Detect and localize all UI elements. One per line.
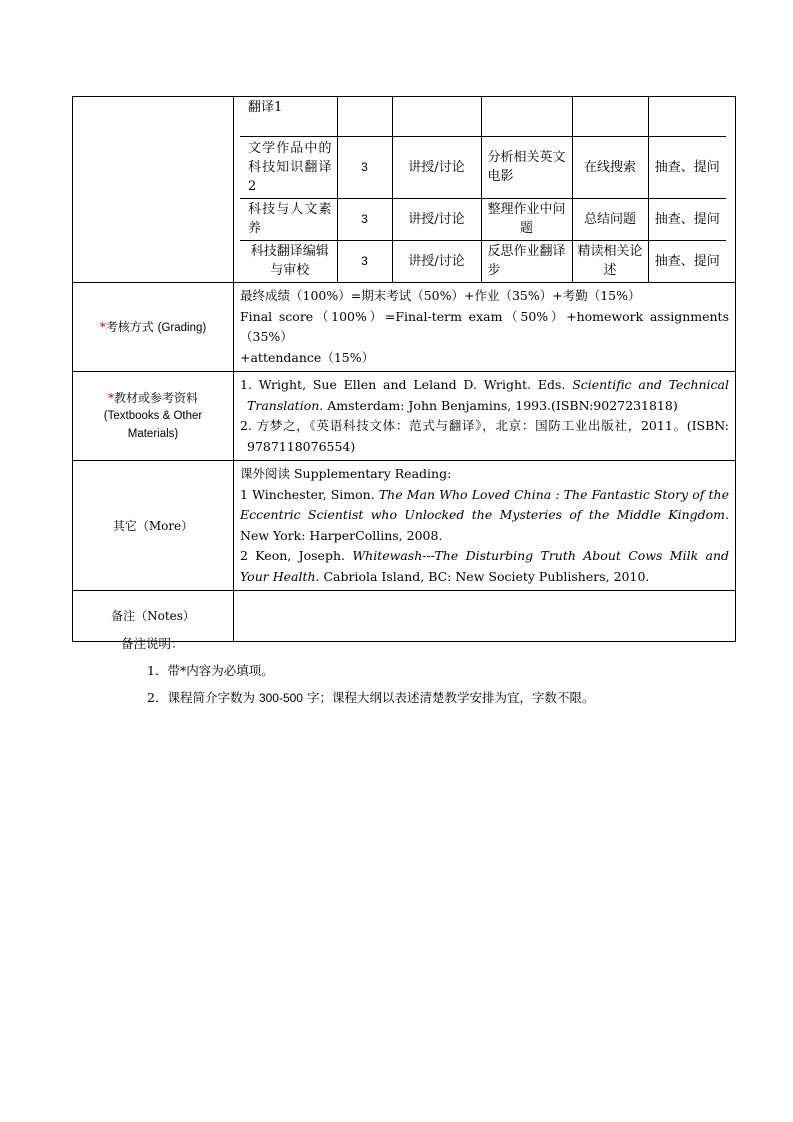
footnote-2-text-post: 字；课程大纲以表述清楚教学安排为宜，字数不限。 xyxy=(302,690,595,705)
self-study-cell: 总结问题 xyxy=(572,198,648,240)
hours-cell: 3 xyxy=(337,198,392,240)
footnote-item-2 xyxy=(121,684,594,712)
footnote-2-range: 300-500 xyxy=(258,691,303,705)
schedule-cell xyxy=(234,97,736,283)
supp-ref-1-publisher: . New York: HarperCollins, 2008. xyxy=(240,507,729,543)
schedule-row-2 xyxy=(240,136,726,198)
schedule-row-4 xyxy=(240,240,726,282)
schedule-row-3 xyxy=(240,198,726,240)
course-syllabus-table xyxy=(72,96,736,642)
grading-label xyxy=(73,283,234,372)
footnotes-title: 备注说明： xyxy=(121,636,184,651)
schedule-label-cell xyxy=(73,97,234,283)
grading-label-cn: 考核方式 xyxy=(105,319,154,334)
supp-ref-2-publisher: . Cabriola Island, BC: New Society Publishers, 2010. xyxy=(315,568,650,584)
materials-content xyxy=(234,372,736,461)
hours-cell xyxy=(337,97,392,136)
homework-cell: 整理作业中问题 xyxy=(481,198,572,240)
topic-cell: 科技翻译编辑与审校 xyxy=(250,244,329,279)
footnote-2-text-pre: 课程简介字数为 xyxy=(167,690,259,705)
notes-label: 备注（Notes） xyxy=(73,591,234,642)
homework-cell: 反思作业翻译步 xyxy=(481,240,572,282)
method-cell: 讲授/讨论 xyxy=(392,240,481,282)
reference-2: 2. 方梦之，《英语科技文体：范式与翻译》，北京：国防工业出版社，2011。(ISBN: 9787118076554) xyxy=(240,418,729,454)
reference-1 xyxy=(240,375,729,416)
supp-ref-1-author: 1 Winchester, Simon. xyxy=(240,486,379,502)
grading-row xyxy=(73,283,736,372)
topic-cell: 科技与人文素养 xyxy=(240,198,337,240)
more-row xyxy=(73,461,736,591)
assessment-cell: 抽查、提问 xyxy=(648,198,726,240)
schedule-subtable xyxy=(240,97,726,282)
footnote-1-text: 带*内容为必填项。 xyxy=(167,663,274,678)
materials-label xyxy=(73,372,234,461)
required-star: * xyxy=(107,391,114,405)
self-study-cell xyxy=(572,97,648,136)
grading-label-en: (Grading) xyxy=(157,321,207,334)
schedule-row xyxy=(73,97,736,283)
grading-line-cn: 最终成绩（100%）=期末考试（50%）+作业（35%）+考勤（15%） xyxy=(240,288,641,303)
footnote-2-number: 2． xyxy=(147,690,168,705)
supplementary-reference-1 xyxy=(240,485,729,547)
assessment-cell: 抽查、提问 xyxy=(648,240,726,282)
more-content xyxy=(234,461,736,591)
reference-1-title: Scientific and Technical Translation xyxy=(247,377,729,413)
grading-line-en-cont: +attendance（15%） xyxy=(240,349,375,365)
footnotes xyxy=(121,630,594,712)
supplementary-reference-2 xyxy=(240,546,729,587)
topic-cell: 翻译1 xyxy=(240,97,337,136)
hours-cell: 3 xyxy=(337,240,392,282)
supplementary-heading: 课外阅读 Supplementary Reading: xyxy=(240,466,452,481)
materials-label-en-1: (Textbooks & Other xyxy=(103,410,203,422)
assessment-cell: 抽查、提问 xyxy=(648,136,726,198)
materials-label-cn: 教材或参考资料 xyxy=(113,391,198,405)
grading-line-en: Final score（100%）=Final-term exam（50%）+homework assignments （35%） xyxy=(240,308,729,344)
reference-1-authors: 1. Wright, Sue Ellen and Leland D. Wright. Eds. xyxy=(240,377,573,392)
homework-cell xyxy=(481,97,572,136)
self-study-cell: 精读相关论述 xyxy=(572,240,648,282)
homework-cell: 分析相关英文电影 xyxy=(481,136,572,198)
method-cell: 讲授/讨论 xyxy=(392,136,481,198)
more-label: 其它（More） xyxy=(73,461,234,591)
topic-cell: 文学作品中的科技知识翻译2 xyxy=(240,136,337,198)
footnote-item-1 xyxy=(121,657,594,684)
required-star: * xyxy=(99,319,106,334)
footnote-1-number: 1． xyxy=(147,663,168,678)
method-cell xyxy=(392,97,481,136)
self-study-cell: 在线搜索 xyxy=(572,136,648,198)
materials-row xyxy=(73,372,736,461)
grading-content xyxy=(234,283,736,372)
reference-1-publisher: . Amsterdam: John Benjamins, 1993.(ISBN:9027231818) xyxy=(319,397,678,413)
supp-ref-2-author: 2 Keon, Joseph. xyxy=(240,548,353,563)
schedule-row-1 xyxy=(240,97,726,136)
supp-ref-1-title: The Man Who Loved China : The Fantastic Story of the Eccentric Scientist who Unlocked the Mysteries of the Middle Kingdom xyxy=(240,486,729,522)
method-cell: 讲授/讨论 xyxy=(392,198,481,240)
materials-label-en-2: Materials) xyxy=(127,428,179,440)
supp-ref-2-title: Whitewash---The Disturbing Truth About Cows Milk and Your Health xyxy=(240,548,729,584)
hours-cell: 3 xyxy=(337,136,392,198)
assessment-cell xyxy=(648,97,726,136)
